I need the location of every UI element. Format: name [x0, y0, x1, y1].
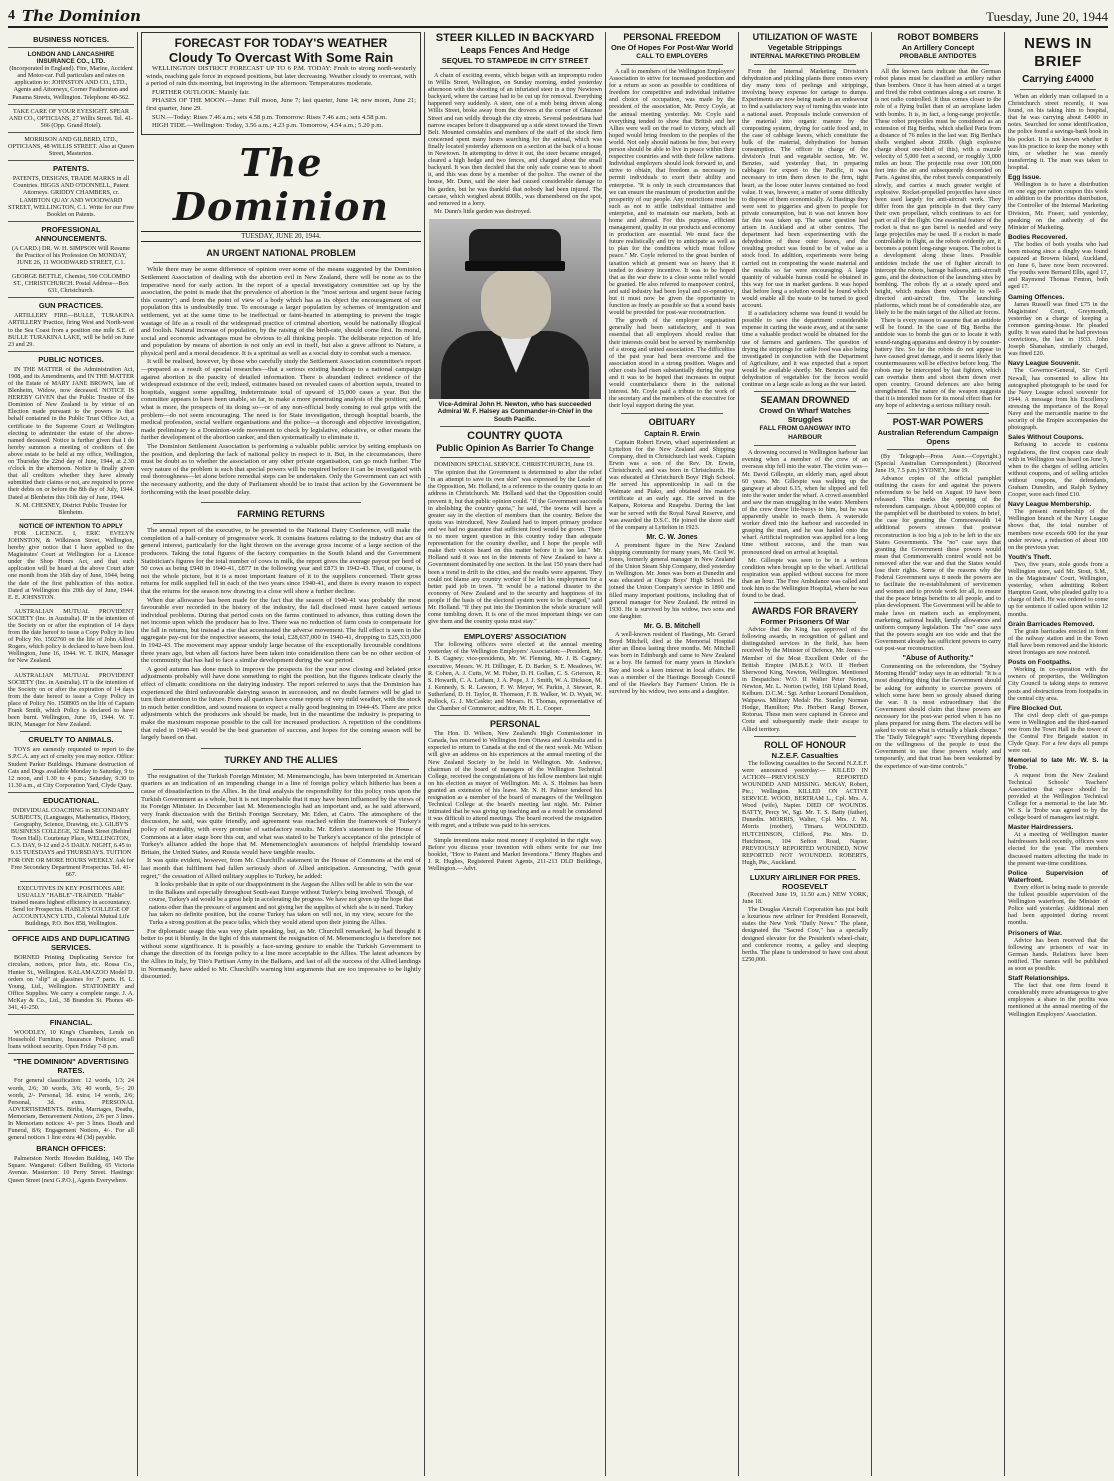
freedom-body-2: The growth of the employer organisation generally had been satisfactory, and it was essential that all employers should realise that their interests could best be served by membership of a strong and united association. The difficulties of the past year had been overcome and the association stood in a strong position. Wages and other costs had risen substantially during the year and it was to be hoped that increases in output would counterbalance them in the national interest. Mr. Coyle paid a tribute to the work of the secretary and the members of the executive for their loyal support during the year. [609, 317, 735, 410]
admiral-photo [429, 219, 601, 399]
brief-item-heading: Fire Blocked Out. [1008, 704, 1063, 712]
robot-body: All the known facts indicate that the German robot planes must be classified as artillery rather than bombers. Once it has been aimed at a target and fired the robot continues along a set course. It is not radio controlled. It thus comes closer to the role of a flying bullet than of an aeroplane laden with bombs. It is, in fact, a long-range projectile. These robot projectiles must be considered as an extension of Big Bertha, which shelled Paris from a distance of 76 miles in the last war. Big Bertha's shells weighed about 260lb. (high explosive charge about one-third of this), with a muzzle velocity of 5,000 feet a second, or roughly 3,000 miles an hour. The projectile rose over 100,000 feet into the air and subsequently descended on Paris. Against this, the robot travels comparatively slowly, and carries a much greater weight of explosive. Rocket-propelled projectiles have since been used largely for anti-aircraft work. They differ from the gun principle in that they carry their own propellant, which continues to act for part or all of the flight. One essential feature of the rocket is that no gun barrel is needed and very large projectiles may be used. If a rocket is made controllable in flight, as the robots evidently are, it becomes a potent long-range weapon. The robot is a development along these lines. Possible antidotes include the use of fighter aircraft to intercept the robots, barrage balloons, anti-aircraft guns, and the destruction of the launching sites by bombing. The robots fly at a steady speed and height, which makes them vulnerable to well-directed anti-aircraft fire. The launching platforms, which must be of considerable size, are likely to be the main target of the Allied air forces. [875, 68, 1001, 317]
brief-item-heading: Prisoners of War. [1008, 929, 1062, 937]
bettle-ad: GEORGE BETTLE, Chemist, 590 COLOMBO ST., CHRISTCHURCH. Postal Address—Box 631, Christchurch. [11, 273, 131, 295]
editorial-abortion-p3: The Dominion Settlement Association is performing a valuable public service by setting emphasis on the position, and deploring the lack of national policy in respect to it. But, in the circumstances, there must be doubt as to whether the association or any other private organisation, can go much further. The very nature of the problem is such that special powers will be required before it can be investigated with real thoroughness—let alone before remedial steps can be undertaken. Only the Government can act with the necessary authority, and the duty of Parliament should be to insist that action by the Government be forthcoming with the least possible delay. [141, 443, 421, 496]
roll-subhead: N.Z.E.F. Casualties [771, 750, 839, 760]
ad-insurance-body: (Incorporated in England). Fire, Marine, Accident and Motor-car. Full particulars and rates on application to: JOHNSTON AND CO., LTD., Agents and Attorneys, Corner Featherston and Panama Streets, Wellington. Telephone 40-562. [9, 65, 133, 101]
freedom-body: A call to members of the Wellington Employers' Association to strive for increased production and for a return as soon as possible to conditions of freedom for competitive and individual initiative and choice of occupation, was made by the president of the association, Mr. Percy Coyle, at the annual meeting yesterday. Mr. Coyle said everything tended to show that British and her Allies were well on the road to victory, which all hoped would bring freedom to the peoples of the world. Not only should nations be free, but every person should be able to live in peace within their respective countries and with their fellow nations. Individual employers should look forward to, and strive to obtain, that freedom as necessary to permit individuals to exert their ability and enterprise. "It is only in such circumstances that we can ensure the maximum of production and the prosperity of our people. Any restrictions must be such as not to stifle individual initiative and enterprise, and to maintain our markets, both at home and abroad. For this purpose, efficient management, quality in our products and economy in production are essential. We must face the future realistically and try to anticipate as well as to plan for the conditions which must follow peace." Mr. Coyle referred to the great burden of taxation which at present was so heavy that it tended to destroy incentive. It was to be hoped that as the war drew to a close some relief would be granted. He also referred to manpower control, and said industry had been loyal and co-operative, but it must now be given the opportunity to function as freely as possible so that a sound basis would be provided for post-war reconstruction. [609, 68, 735, 317]
editorial-turkey-title: TURKEY AND THE ALLIES [224, 754, 338, 765]
waste-deck: INTERNAL MARKETING PROBLEM [750, 53, 860, 60]
brief-item-body: The present membership of the Wellington branch of the Navy League shows that, the total number of members now exceeds 600 for the year under review, a reduction of about 100 on the previous year. [1008, 508, 1108, 551]
licence-notice-title: NOTICE OF INTENTION TO APPLY [19, 522, 123, 530]
news-in-brief-headline: NEWS IN BRIEF [1024, 35, 1092, 70]
robot-body-2: There is every reason to assume that an antidote will be found. In the case of Big Bertha the antidote was to bomb the gun or to locate it with sound-ranging apparatus and destroy it by counter-battery fire. So far the robots do not appear to have caused great damage, and it seems likely that countermeasures will be effective before long. The robots may be intercepted by fast fighters, which can overtake them and shoot them down over open country. Ground defences are also being strengthened. The nature of the weapon suggests that it is intended more for its moral effect than for any hope of achieving a serious military result. [875, 317, 1001, 410]
steer-body: A chain of exciting events, which began with an impromptu rodeo in Willis Street, Wellington, on Sunday morning, ended yesterday afternoon with the shooting of an infuriated steer in a tiny Newtown backyard, where the carcase had to be cut up for removal. Everything happened very suddenly. A steer, one of a mob being driven along Willis Street, broke away from the drovers at the corner of Ghuznee Street and ran wildly through the city streets. Several pedestrians had narrow escapes before it disappeared up a side street toward the Town Belt. Mounted constables and members of the staff of the stock firm concerned spent many hours searching for the animal, which was finally located yesterday afternoon on a section at the back of a house in Newtown. In attempting to drive it out, the steer became enraged, cleared a high hedge and two fences, and charged about the small backyard. It was then decided that the only safe course was to shoot it, and this was done by a member of the police. The owner of the house, Mr. Dunn, said the steer had caused considerable damage to his garden, but he was thankful that nobody had been injured. The carcase, which weighed about 800lb., was dismembered on the spot, and removed in a lorry. [428, 72, 602, 207]
waste-body: From the Internal Marketing Division's dehydration and pickling plants there comes every day many tons of peelings and strippings, involving heavy expense for cartage to dumps. Experiments are now being made in an endeavour to find a satisfactory way of turning this waste into a national asset. Proposals include conversion of the material into organic manure by the composting system, drying for cattle food and, in the case of cabbage leaves, which constitute the bulk of the material, dehydration for human consumption. The officer in charge of the division's fruit and vegetable section, Mr. W. Benzies, said yesterday that, in preparing cabbages for export to the Pacific, it was necessary to trim them down to the firm, tight heart, as the loose outer leaves contained no food value. It was, however, a matter of some difficulty to dispose of them economically. At Hastings they were sent to piggeries and given to people for private consumption, but it was not known how far this was taken up. The same question had arisen in Auckland and at other centres. The department had been experimenting with the dehydration of these outer leaves, and the resulting product was found to be of value as a stock food. In addition, experiments were being carried out in composting the waste material and the results so far were encouraging. A large quantity of valuable humus could be obtained in this way for use in market gardens. It was hoped that before long a solution would be found which would enable all the waste to be turned to good account. [742, 68, 868, 310]
running-paper-name: The Dominion [22, 7, 141, 25]
classified-column [8, 32, 134, 1476]
brief-item-body: The grain barricades erected in front of the railway station and in the Town Hall have been removed and the historic street frontages are now restored. [1008, 627, 1108, 657]
photo-caption: Vice-Admiral John H. Newton, who has succeeded Admiral W. F. Halsey as Commander-in-Chief in the South Pacific. [437, 400, 593, 423]
news-column-4 [609, 32, 735, 1476]
page-date: Tuesday, June 20, 1944 [986, 9, 1108, 24]
roll-headline: ROLL OF HONOUR [764, 739, 846, 750]
postwar-dateline: (By Telegraph—Press Assn.—Copyright.) (Special Australian Correspondent.) (Received June 19, 7.5 p.m.) SYDNEY, June 19. [875, 452, 1001, 474]
rates-heading: "THE DOMINION" ADVERTISING RATES. [13, 1057, 129, 1076]
financial-heading: FINANCIAL. [49, 1018, 93, 1028]
brief-item-body: Two, five years, stole goods from a Wellington store, said Mr. Stout, S.M., in the Magistrates' Court, Wellington, yesterday, when admitting Robert Hampton Grant, who pleaded guilty to a charge of theft. He was ordered to come up for sentence if called upon within 12 months. [1008, 560, 1108, 618]
seaman-deck: FALL FROM GANGWAY INTO HARBOUR [759, 425, 851, 442]
obituary-jones-name: Mr. C. W. Jones [646, 533, 698, 541]
brief-items [1008, 93, 1108, 1018]
steer-subhead: Leaps Fences And Hedge [460, 45, 570, 55]
newspaper-flag: The Dominion [173, 139, 389, 229]
page-header [8, 6, 1108, 28]
ad-insurance-title: LONDON AND LANCASHIRE INSURANCE CO., LTD. [27, 51, 115, 66]
country-quota-dateline: DOMINION SPECIAL SERVICE. CHRISTCHURCH, June 19. [434, 461, 594, 469]
brief-item-body: Wellington is to have a distribution on one egg per ration coupon this week in addition to the priorities distribution, the Controller of the Internal Marketing Division, Mr. Fraser, said yesterday, speaking on the authority of the Minister of Marketing. [1008, 181, 1108, 231]
country-quota-body: The opinion that the Government is determined to alter the relief "in an attempt to save its own skin" was expressed by the Leader of the Opposition, Mr. Holland, in a reference to the country quota to an address in Christchurch. Mr. Holland said that the Opposition could prevent it, but that public opinion could. "If the Government succeeds in abolishing the country quota," he said, "the towns will have a greater say in the election of members than the country. Before the quota was introduced, New Zealand had to import primary produce and we had no guarantee that sufficient food would be grown. There is no more urgent question in this country today than adequate representation for the country dweller, and I hope the people will make their voices heard on this matter before it is too late." Mr. Holland said it was not in the interests of New Zealand to have a Government dominated by one section. In the last 150 years there had been a trend in drift to the cities, and the results were apparent. They could not blame any country worker if he left his employment for a better paid job in town. "It would be a national disaster to the economy of New Zealand and to the security and happiness of its people if the basis of the electoral system were to be changed," said Mr. Holland. "If they put into the Dominion the whole structure will come tumbling down. It is one of the most important things we can give them and the country quota must stay." [428, 469, 602, 626]
news-column-6 [875, 32, 1001, 1476]
news-in-brief-column [1008, 32, 1108, 1476]
editorial-column [141, 32, 421, 1476]
obituary-erwin-body: Captain Robert Erwin, wharf superintendent at Lyttelton for the New Zealand and Shipping Company, died in Christchurch last week. Captain Erwin was a son of the Rev. Dr. Erwin, Christchurch, and was born in Christchurch. He was educated at Christchurch Boys' High School. He served his apprenticeship in sail in the Waimate and Piako, and obtained his master's certificate at an early age. He served in the Kaipara, Rotorua and Ruapehu. During the last war he served with the Royal Naval Reserve, and was awarded the D.S.C. He joined the shore staff of the company at Lyttelton in 1923. [609, 438, 735, 531]
seaman-subhead: Crowd On Wharf Watches Struggles [759, 406, 851, 425]
branch-offices-body: Palmerston North: Howden Building, 149 The Square. Wanganui: Gilbert Building, 65 Victoria Avenue. Masterton: 10 Perry Street. Hastings: Queen Street (next G.P.O.), Agents Everywhere. [8, 1155, 134, 1184]
rates-body: For general classification: 12 words, 1/3; 24 words, 2/6; 30 words, 3/6; 40 words, 5/-; 20 words, 2/- Personal, 3d. extra; 14 words, 2/6; Personal, 3d. extra. PERSONAL ADVERTISEMENTS. Births, Marriages, Deaths, Memoriam, Bereavement Notices, 2/6 per 3 lines. In Memoriam notices: 4/- per 3 lines. Death and Funeral, 8/6; Engagement Notices, 4/-. For all general notices 1 line extra 4d (3d) payable. [8, 1077, 134, 1142]
editorial-turkey-p1: The resignation of the Turkish Foreign Minister, M. Menemencioglu, has been interpreted in American quarters as an indication of an impending change in a line of foreign policy which hitherto has been a cause of dissatisfaction to the Allies. In the final analysis the responsibility for this policy rests upon the Turkish Government as a whole, but it is not improbable that it may have been influenced by the views of its Foreign Minister. In December last M. Menemencioglu had an important and, as he said afterward, very frank discussion with the British Foreign Secretary, Mr. Eden, at Cairo. The atmosphere of the discussion, he said, was quite friendly, and agreement was reached within the framework of Turkey's policy of neutrality, with every promise of satisfactory results. Mr. Eden's statement to the House of Commons at a later stage bore this out, and what was stated to be Turkey's acceptance of the principle of Turkey's alliance added the hope that M. Menemencioglu's assurances of helpful friendship toward Britain, the United States, and Russia would have tangible results. [141, 772, 421, 856]
weather-outlook: FURTHER OUTLOOK: Mainly fair. [152, 88, 250, 96]
brief-item-body: A request from the New Zealand Technical Schools' Teachers' Association that space should be provided at the Wellington Technical College for a memorial to the late Mr. W. S. la Trobe was agreed to by the college board of managers last night. [1008, 771, 1108, 822]
patent-advt: Simple inventions make most money if exploited in the right way. Before you discuss your invention with others write for our free booklet, "How to Patent and Market Inventions." Henry Hughes and J. R. Hughes, Registered Patent Agents, 211-213 DLD Buildings, Wellington.—Advt. [428, 836, 602, 872]
news-in-brief-subhead: Carrying £4000 [1022, 74, 1094, 85]
brief-item-heading: Egg Issue. [1008, 174, 1041, 182]
gun-practices-body: ARTILLERY FIRE—BULLE, TURAKINA ARTILLERY Practice, firing West and North-west to the Sea Coast from a position one mile S.E. of BULLE TURAKINA LAKE, will be held on June 23 and 29. [8, 312, 134, 348]
chesney-signature: N. M. CHESNEY, District Public Trustee for Blenheim. [15, 501, 127, 516]
obituary-mitchell-name: Mr. G. B. Mitchell [643, 622, 701, 630]
personal-headline: PERSONAL [489, 719, 540, 730]
roll-body: The following casualties to the Second N.Z.E.F. were announced yesterday:— KILLED IN ACTION—PREVIOUSLY REPORTED WOUNDED AND MISSING. McKAY, Robert, Pte.; Wellington. KILLED ON ACTIVE SERVICE. WOOD, BERTRAM L., Cpl. Mrs. A. Wood (wife), Napier. DIED OF WOUNDS. BATTY, Percy W., Sgt. Mr. T. S. Batty (father), Dunedin. MORRIS, Walter, Cpl. Mrs. J. M. Morris (mother), Timaru. WOUNDED. HUTCHINSON, Clifford, Pte. Mrs. D. Hutchinson, 104 Sefton Road, Napier. PREVIOUSLY REPORTED WOUNDED, NOW REPORTED NOT WOUNDED. ROBERTS, Hugh, Pte., Auckland. [742, 759, 868, 866]
editorial-farming-title: FARMING RETURNS [237, 509, 325, 520]
weather-box [141, 32, 421, 135]
bravery-headline: AWARDS FOR BRAVERY [751, 606, 859, 617]
freedom-subhead: One Of Hopes For Post-War World [610, 43, 734, 52]
brief-item-body: James Russell was fined £75 in the Magistrates' Court, Greymouth, yesterday on a charge of keeping a common gaming-house. He pleaded guilty. It was stated that he had previous convictions, the last in 1933. John Joseph Shanahan, similarly charged, was fined £20. [1008, 300, 1108, 358]
amp-notice-1: AUSTRALIAN MUTUAL PROVIDENT SOCIETY (Inc. in Australia). IF in the intention of the Society on or after the expiration of 14 days from the date hereof to issue a Copy Policy in lieu of Policy No. 1502760 on the life of John Alfred Rogers, which policy is declared to have been lost. Wellington, June 16, 1944. W. T. IKIN, Manager for New Zealand. [8, 607, 134, 665]
personal-body: The Hon. D. Wilson, New Zealand's High Commissioner in Canada, has returned to Wellington from Ottawa and Australia and is expected to return to Canada at the end of the next week. Mr. Wilson will give an address on his experiences at the annual meeting of the New Zealand Society to be held in Wellington. Mr. Andrews, chairman of the board of managers of the Wellington Technical College, received the congratulations of his fellow members last night on his election as mayor of Wellington. Mr. A. S. Holmes has been granted an extension of his leave. Mr. N. H. Palmer tendered his resignation as a member of the board of managers of the Wellington Technical College at the board's meeting last night. Mr. Palmer intimated that he was giving up teaching and as a result he considered it was difficult to attend meetings. The board received the resignation with regret, and a tribute was paid to his services. [428, 730, 602, 830]
brief-item-heading: Youth's Theft. [1008, 553, 1052, 561]
brief-item-body: Refusing to accede to customs regulations, the first coupon case dealt with in Wellington was heard on June 9, when to the charges of selling articles without coupons, and of selling articles without coupons, the defendants, Graham Dunedin, and Ralph Sydney Cooper, were each fined £10. [1008, 441, 1108, 499]
brief-item-heading: Memorial to late Mr. W. S. la Trobe. [1008, 757, 1108, 772]
postwar-headline: POST-WAR POWERS [892, 416, 984, 427]
editorial-turkey-p4: For diplomatic usage this was very plain speaking, but, as Mr. Churchill remarked, he had thought it better to put it bluntly. In the light of this statement the resignation of M. Menemencioglu is therefore not without some significance. It is possibly a face-saving gesture to enable the Turkish Government to change the direction of its foreign policy to a line more acceptable to the Allies. The latest advances by the Allies in Italy, by Tito's Partisan Army in the Balkans, and last of all the success of the Allied landings in Normandy, have added to Mr. Churchill's warning hint arguments that are too impressive to be lightly discounted. [141, 927, 421, 981]
weather-subtitle: Cloudy To Overcast With Some Rain [168, 50, 394, 65]
robot-headline: ROBOT BOMBERS [897, 32, 979, 42]
licence-notice-body: FOR LICENCE. I, ERIC EVELYN JOHNSTON, & Wilkinson Street, Wellington, hereby give notice that I have applied to the Magistrates' Court at Wellington for a Licence under the Shop Hours Act, and that such application will be heard at the above Court after one month from the 16th day of June, 1944, being the date of the first publication of this notice. Dated at Wellington this 20th day of June, 1944. E. E. JOHNSTON. [8, 529, 134, 601]
obituary-erwin-name: Captain R. Erwin [644, 430, 700, 438]
public-notice-estate: IN THE MATTER of the Administration Act, 1908, and its Amendments, and IN THE MATTER of the Estate of MARY JANE BROWN, late of Blenheim, Widow, now deceased. NOTICE IS HEREBY GIVEN that the Public Trustee of the Dominion of New Zealand is by virtue of an Election made pursuant to the powers in that behalf contained in the Public Trust Office Act, a certificate to the Supreme Court at Wellington electing to administer the estate of the above-named deceased. Notice is further given that I do hereby summon a meeting of creditors of the above estate to be held at my office, Wellington, on Thursday the 22nd day of June, 1944, at 2.30 o'clock in the afternoon. Notice is finally given that all creditors whether they have already submitted their claims or not, are required to prove their debts on or before the 8th day of July, 1944. Dated at Blenheim this 16th day of June, 1944. [8, 365, 134, 501]
public-notices-heading: PUBLIC NOTICES. [38, 354, 104, 364]
brief-item-body: Working in co-operation with the owners of properties, the Wellington City Council is taking steps to remove posts and obstructions from footpaths in the central city area. [1008, 666, 1108, 702]
steer-headline: STEER KILLED IN BACKYARD [435, 32, 595, 44]
brief-item-heading: Posts on Footpaths. [1008, 659, 1072, 667]
brief-item-heading: Staff Relationships. [1008, 975, 1070, 983]
editorial-farming-p2: When due allowance has been made for the fact that the season of 1940-41 was probably the most favourable ever recorded in the history of the industry, the fall disclosed must have caused serious individual problems. During that period costs on the farms continued to advance, thus cutting down the net income upon which the producer has to live. There was no reduction of farm costs to compensate for the fall in returns, but instead a rise that accentuated the adverse movement. The full effect is seen in the aggregate pay-out for the respective seasons, the total, £28,637,000 in 1940-41, dropping to £25,333,000 in 1942-43. The movement may appear unduly large because of the exceptionally favourable conditions three years ago, but when all factors have been taken into consideration there can be no other section of the community that has had to face a similar development during the war period. [141, 596, 421, 665]
cruelty-body: TOYS are earnestly requested to report to the S.P.C.A. any act of cruelty you may notice. Office: Student Parker Buildings. Humane destruction of Cats and Dogs available Monday to Saturday, 9 to 12 noon, and 1.30 to 4 p.m.; Saturday, 9.30 to 11.30 a.m., at City Corporation Yard, Clyde Quay. [8, 746, 134, 789]
airliner-headline: LUXURY AIRLINER FOR PRES. ROOSEVELT [749, 873, 861, 891]
bravery-body: Advice that the King has approved of the following awards, in recognition of gallant and distinguished services in the field, has been received by the Minister of Defence, Mr. Jones:— Member of the Most Excellent Order of the British Empire (M.B.E.): W.O. II Herbert Sherwood King, Newton, Wellington. Mentioned in Despatches: W.O. II Walter Peter Norton, Newton, Mr. L. Norton (wife), 168 Upland Road, Kelburn. D.C.M.: Sgt. Arthur Leonard Donaldson, Waipawa. Military Medal: Pte. Stanley Norman Hodge, Hamilton; Pte. Herbert Rangi Brown, Rotorua. These men were captured in Greece and Crete and subsequently made their escape to Allied territory. [742, 626, 868, 733]
seaman-headline: SEAMAN DROWNED [760, 395, 850, 406]
postwar-abuse-subhead: "Abuse of Authority." [902, 655, 974, 663]
educational-body: INDIVIDUAL COACHING in SECONDARY SUBJECTS, (Languages, Mathematics, History, Geography, Science, Drawing, etc.). GILBY'S BUSINESS COLLEGE, 32 Bank Street (Behind Town Hall). Courtenay Place, WELLINGTON, C.3. DAY, 9-12 and 2-5 DAILY. NIGHT, 6.45 to 9.15 TUESDAYS and THURSDAYS. TUITION FOR ONE OR MORE HOURS WEEKLY. Ask for Free Secondary Department Prospectus. Tel. 41-667. [8, 806, 134, 878]
bravery-subhead: Former Prisoners Of War [760, 617, 850, 627]
brief-item-body: The Governor-General, Sir Cyril Newall, has consented to allow his autographed photograph to be used for the Navy League school souvenir for 1944. A message from his Excellency stressing the importance of the Royal Navy and the mercantile marine to the security of the Empire accompanies the photograph. [1008, 367, 1108, 432]
country-quota-headline: COUNTRY QUOTA [467, 430, 563, 443]
waste-subhead: Vegetable Strippings [767, 43, 843, 52]
brief-item-body: Advice has been received that the following are prisoners of war in German hands. Relatives have been notified. The names will be published as soon as possible. [1008, 936, 1108, 972]
brief-item-heading: Gaming Offences. [1008, 293, 1065, 301]
branch-offices-heading: BRANCH OFFICES: [36, 1144, 106, 1154]
brief-item-heading: Police Supervision of Waterfront. [1008, 869, 1108, 884]
obituary-mitchell-body: A well-known resident of Hastings, Mr. Gerard Boyd Mitchell, died at the Memorial Hospital after an illness lasting three months. Mr. Mitchell was born in Edinburgh and came to New Zealand as a boy. He farmed for many years in Hawke's Bay and took a keen interest in local affairs. He was a member of the Hastings Borough Council and of the Hawke's Bay Farmers' Union. He is survived by his widow, two sons and a daughter. [609, 631, 735, 695]
airliner-dateline: (Received June 19, 11.50 a.m.) NEW YORK, June 18. [742, 891, 868, 906]
financial-body: WOODLEY, 10 King's Chambers, Lends on Household Furniture, Insurance Policies; small loans without security. Open Friday 7-8 p.m. [8, 1029, 134, 1051]
news-column-3 [428, 32, 602, 1476]
editorial-turkey-quote: It looks probable that in spite of our disappointment in the Aegean the Allies will be able to win the war in the Balkans and especially throughout South-east Europe without Turkey's being involved. Though, of course, Turkey's aid would be a great help in accelerating the progress. We have not given up the hope that nations other than the pressure of argument and not giving her the supplies of which she is in need. Turkey has taken no definite position, but the course Turkey has taken on will not, in my view, secure for the Turks a strong position at the peace talks, which they would attend upon their joining the Allies. [149, 881, 413, 927]
brief-item-body: At a meeting of Wellington master hairdressers held recently, officers were elected for the year. The members discussed matters affecting the trade in the present war-time conditions. [1008, 831, 1108, 867]
freedom-headline: PERSONAL FREEDOM [623, 32, 721, 42]
news-column-5 [742, 32, 868, 1476]
editorial-abortion-p1: While there may be some difference of opinion over some of the means suggested by the Dominion Settlement Association of dealing with the abortion evil in New Zealand, there will be none as to the imperative need for early action. In the report of a special investigatory committee set up by the association, the point is made that the prevalence of abortion is the "most serious and urgent issue facing this country"; and from the point of view of a body which has as its object the encouragement of our population this is undoubtedly true. To encourage a larger population by schemes of immigration and settlement, yet at the same time to be ineffectual or faint-hearted in attempting to prevent the tragic wastage of life as a result of the widespread practice of criminal abortion, would be nationally illogical and foolish. Natural increase of population, by the raising of the birth-rate, should come first. Its moral, social and economic advantages must be obvious to all thinking people. The deliberate rejection of life and population by means of abortion is not only an evil in itself, but also a grave affront to Nature, a physical peril and a moral decadence. It is a spiritual as well as a social duty to combat such a menace. [141, 266, 421, 357]
postwar-subhead: Australian Referendum Campaign Opens [877, 427, 999, 446]
brief-item-heading: Sales Without Coupons. [1008, 434, 1084, 442]
airliner-body: The Douglas Aircraft Corporation has just built a luxurious new airliner for President Roosevelt, states the New York "Daily News." The plane, designated the "Sacred Cow," has a specially designed elevator for the President's wheel-chair, and conference rooms, a galley and sleeping berths. The plane is understood to have cost about £250,000. [742, 906, 868, 963]
obituary-headline: OBITUARY [648, 416, 696, 427]
editorial-farming-p3: A good autumn has done much to improve the prospects for the year now closing and belated price adjustments probably will have done something to right the position, but the figures indicate clearly the effect of climatic conditions on the dairying industry. The report referred to says that the Dominion has experienced the third unfavourable dairying season in succession, and no doubt farmers will be glad to turn their attention to the future. From all quarters have come reports of very mild weather, with the stock in much better condition, and sound reasons to expect a really good beginning in 1944-45. There are price adjustments which the producers ask should be made, but in the meantime the industry is preparing to make the maximum response possible to the call for increased production. A repetition of the conditions that ruled in 1940-41 would be the best guarantee of success, and hopes for the coming season will be largely based on that. [141, 665, 421, 742]
editorial-farming-p1: The annual report of the executive, to be presented to the National Dairy Conference, will make the completion of a half-century of progressive work. It contains features relating to the industry that are of general interest, particularly for the light thrown on the average gross income of a large section of the producers. Taking the total figures of the factory companies in the South Island and the Government Statistician's figures for the total number of cows in milk, the report gives the average payout per herd of 50 cows as being £948 in 1940-41, £877 in the following year and £873 in 1942-43. That, of course, is not the whole picture, but it is a most important feature of it to the suppliers concerned. Their gross returns for milk supplied fell in each of the two years since 1940-41, and there is every reason to expect that the returns for the season now drawing to a close will show a further decline. [141, 527, 421, 595]
gun-practices-heading: GUN PRACTICES. [38, 301, 104, 311]
brief-item-heading: Master Hairdressers. [1008, 824, 1074, 832]
office-aids-heading: OFFICE AIDS AND DUPLICATING SERVICES. [11, 934, 131, 953]
weather-moon: PHASES OF THE MOON.—June: Full moon, June 7; last quarter, June 14; new moon, June 21; first quarter, June 29. [146, 97, 416, 112]
page-number: 4 [8, 8, 15, 23]
weather-sun: SUN.—Today: Rises 7.46 a.m.; sets 4.58 p.m. Tomorrow: Rises 7.46 a.m.; sets 4.58 p.m. [152, 113, 387, 121]
country-quota-subhead: Public Opinion As Barrier To Change [436, 443, 594, 454]
seaman-body: A drowning occurred in Wellington harbour last evening when a member of the crew of an overseas ship fell into the water. The victim was—Mr. David Gillespie, an elderly man, aged about 60 years. Mr. Gillespie was walking up the gangway at about 6.15, when he slipped and fell into the water under the wharf. A crowd assembled and saw the man struggling in the water. Members of the crew threw life-buoys to him, but he was apparently unable to reach them. A waterside worker dived into the harbour and succeeded in grasping the man, and he was hauled onto the wharf. Artificial respiration was applied for a long time without success, and the man was pronounced dead on arrival at hospital. [742, 449, 868, 556]
flag-date: TUESDAY, JUNE 20, 1944. [141, 231, 421, 243]
ad-morrison: MORRISON AND GILBERD, LTD., OPTICIANS, 48 WILLIS STREET. Also at Queen Street, Masterton. [8, 135, 134, 158]
business-notices-heading: BUSINESS NOTICES. [33, 35, 109, 44]
obituary-jones-body: A prominent figure in the New Zealand shipping community for many years, Mr. Cecil W. Jones, formerly general manager in New Zealand of the Union Steam Ship Company, died yesterday in Wellington. Mr. Jones was born at Dunedin and was educated at Otago Boys' High School. He joined the Union Company's service in 1890 and filled many important positions, including that of general manager for New Zealand. He retired in 1930. He is survived by his widow, two sons and one daughter. [609, 541, 735, 620]
office-aids-body: BORNED Printing Duplicating Service for circulars, notices, price lists, etc. Rossa Co., Hunter St., Wellington. KALAMAZOO Model D. orders on "slip" at glassines for 7 parts. H. L. Young, Ltd., Wellington. STATIONERY and Office Supplies. We carry a complete range. J. A. McKay & Co., Ltd., 38 Brandon St. Phones 40-341, 41-250. [8, 954, 134, 1012]
professional-heading: PROFESSIONAL ANNOUNCEMENTS. [35, 224, 107, 243]
patents-body: PATENTS, DESIGNS, TRADE MARKS in all Countries. HIGGS AND O'DONNELL, Patent Attorneys. GRIDDY CHAMBERS, cr. LAMBTON QUAY AND WOODWARD STREET, WELLINGTON, C.1. Write for our Free Booklet on Patents. [8, 175, 134, 218]
employers-headline: EMPLOYERS' ASSOCIATION [463, 632, 567, 642]
brief-item-body: The fact that one firm found it considerably more advantageous to give employees a share in the profits was mentioned at the annual meeting of the Wellington Employers' Association. [1008, 982, 1108, 1018]
brief-item-heading: Navy League Membership. [1008, 501, 1092, 509]
weather-tide: HIGH TIDE.—Wellington: Today, 3.56 a.m.; 4.23 p.m. Tomorrow, 4.54 a.m.; 5.20 p.m. [152, 122, 384, 130]
newspaper-page [8, 6, 1108, 1476]
editorial-turkey-p2: It was quite evident, however, from Mr. Churchill's statement in the House of Commons at the end of last month that fulfilment had fallen seriously short of Allied anticipation. Announcing, "with great regret," the cessation of Allied military supplies to Turkey, he added: [141, 857, 421, 880]
brief-item-heading: Bodies Recovered. [1008, 233, 1068, 241]
brief-item-heading: Navy League Souvenir. [1008, 360, 1081, 368]
amp-notice-2: AUSTRALIAN MUTUAL PROVIDENT SOCIETY (Inc. in Australia). IT is the intention of the Society on or after the expiration of 14 days from the date hereof to issue a Copy Policy in place of Policy No. 1508905 on the life of Captain Frank Smith, which Policy is declared to have been burnt. Wellington, June 19, 1944. W. T. IKIN, Manager for New Zealand. [8, 671, 134, 729]
editorial-abortion-p2: It will be realised, however, by those who carefully study the Settlement Association committee's report—prepared as a result of special researches—that a serious existing handicap to a national campaign against abortion is the paucity of detailed information. There is abundant indirect evidence of the widespread existence of the evil; indeed, estimates based on revealed cases of abortion sepsis, treated in hospitals, suggest some appalling, indeterminate total of upward of 15,000 cases a year. But the committee appears to have been unable, so far, to make a more penetrating analysis of the position; and, what is more, the prospects of its doing so—or of any non-official body coming to real grips with the problem—do not seem encouraging. The need is for State investigation, through hospital boards, the medical profession, social welfare organisations and the police—a thorough and objective investigation, made preliminary to a Dominion-wide movement to check by legislative, educative, or other means the further development of the abortion canker, and then systematically to eliminate it. [141, 358, 421, 442]
brief-item-heading: Grain Barricades Removed. [1008, 620, 1095, 628]
freedom-deck: CALL TO EMPLOYERS [636, 53, 708, 60]
robot-deck: PROBABLE ANTIDOTES [899, 53, 977, 60]
brief-item-body: When an elderly man collapsed in a Christchurch street recently, it was found, on his taking him to hospital, that he was carrying about £4000 in notes. Searched for some identification, the police found a savings-bank book in his pocket. It is not known whether it was his practice to keep the money with him, or whether he was merely transferring it. The man was taken to hospital. [1008, 93, 1108, 171]
robot-subhead: An Artillery Concept [901, 43, 975, 52]
educational-heading: EDUCATIONAL. [42, 795, 100, 805]
steer-deck: SEQUEL TO STAMPEDE IN CITY STREET [441, 56, 589, 65]
hable-ad: EXECUTIVES IN KEY POSITIONS ARE USUALLY "HABLE"-TRAINED. "Hable" trained means highest efficiency in accountancy. Send for Prospectus. HABLE'S COLLEGE OF ACCOUNTANCY LTD., Colonial Mutual Life Buildings, P.O. Box 858, Wellington. [10, 884, 132, 928]
weather-forecast: WELLINGTON DISTRICT FORECAST UP TO 6 P.M. TODAY: Fresh to strong north-westerly winds, reaching gale force in exposed positions, but later decreasing. Weather cloudy to overcast, with a period of rain this morning, but improving in the afternoon. Temperatures moderate. [146, 65, 416, 88]
ad-spear: TAKE CARE OF YOUR EYESIGHT. SPEAR AND CO., OPTICIANS, 27 Willis Street. Tel. 41-566 (Opp. Grand Hotel). [8, 107, 134, 129]
waste-headline: UTILIZATION OF WASTE [752, 32, 858, 42]
steer-tail: Mr. Dunn's little garden was destroyed. [434, 207, 532, 215]
patents-heading: PATENTS. [53, 164, 89, 174]
brief-item-body: The bodies of both youths who had been missing since a dinghy was found capsized at Browns Island, Auckland, on June 6, have now been recovered. The youths were Bernard Ellis, aged 17, and Raymond Thomas Fenton, both aged 17. [1008, 240, 1108, 291]
postwar-body: Advance copies of the official pamphlet outlining the cases for and against the powers referendum to be held on August 19 have been released. This marks the opening of the referendum campaign. About 4,000,000 copies of the pamphlet will be distributed to voters. In brief, the case for granting the Commonwealth 14 additional powers stresses that postwar reconstruction is too big a job to be left to the six States Governments. The "no" case says that granting the Government these powers would mean that Commonwealth control would not be removed after the war and that the States would lose their rights. Some of the reasons why the Federal Government says it needs the powers are to facilitate the re-establishment of servicemen and women and to provide work for all, to ensure that the peace brings benefits to all people, and to plan development. The Government will be able to make laws on matters such as employment, marketing, national health, family allowances and uniform company legislation. The "no" case says that the powers sought are too wide and that the Government already has sufficient powers to carry out post-war reconstruction. [875, 474, 1001, 653]
weather-title: FORECAST FOR TODAY'S WEATHER [174, 36, 388, 50]
professional-body: (A CARD.) DR. W. H. SIMPSON Will Resume the Practice of his Profession On MONDAY, JUNE 26, 11 WOODWARD STREET, C.1. [11, 244, 131, 266]
waste-body-2: If a satisfactory scheme was found it would be possible to save the department considerable expense in carting the waste away, and at the same time a valuable product would be obtained for the use of farmers and gardeners. The question of drying the strippings for cattle food was also being investigated in conjunction with the Department of Agriculture, and it was expected that a report would be available shortly. Mr. Benzies said the dehydration of vegetables for the forces would continue on a large scale as long as the war lasted. [742, 310, 868, 389]
employers-body: The following officers were elected at the annual meeting yesterday of the Wellington Employers' Association:—President, Mr. J. B. Cagney; vice-presidents, Mr. W. Fleming, Mr. J. B. Cagney; executive, Messrs. W. H. Dillinger, E. D. Barker, S. E. Meadows, W. R. Cohen, A. J. Cutts, W. M. Fisher, D. H. Gollan, C. S. Grierson, R. S. Howarth, C. A. Letham, J. A. Pope, J. J. Smith, W. A. Dickson, M. J. Kennedy, S. R. Lawson, F. W. Meyer, W. Parkin, J. Stewart, R. Sutherland, D. H. Taylor, R. Thomson, F. B. Walker, W. D. Wyatt, W. Pollock, G. J. McCaskie; and Messrs. H. Thomas, representative of the Chamber of Commerce; auditor, Mr. H. L. Cooper. [428, 641, 602, 713]
postwar-abuse-body: Commenting on the referendum, the "Sydney Morning Herald" today says in an editorial: "It is a most disturbing thing that the Government should be asking for authority to exercise powers of which some have been so grossly abused during the war. It is most extraordinary that the Government should claim that these powers are necessary for the post-war period when it has no plans prepared for using them. The electors will be asked to vote on what is virtually a blank cheque." The "Daily Telegraph" says: "Everything depends on the willingness of the people to trust the Government to use these powers wisely and temporarily, and that trust has been weakened by the experience of war-time controls." [875, 663, 1001, 770]
brief-item-body: Every effort is being made to provide the fullest possible supervision of the Wellington waterfront, the Minister of Police said yesterday. Additional men had been appointed during recent months. [1008, 883, 1108, 927]
editorial-abortion-title: AN URGENT NATIONAL PROBLEM [206, 248, 356, 259]
seaman-body-2: Mr. Gillespie was seen to be in a serious condition when brought up to the wharf. Artificial respiration was applied without success for more than an hour. The Free Ambulance was called and took him to the Wellington Hospital, where he was found to be dead. [742, 556, 868, 600]
cruelty-heading: CRUELTY TO ANIMALS. [28, 735, 114, 745]
brief-item-body: The civil deep cleft of gas-pumps were in Wellington and the third-named one from the Town Hall in the tower of the Central Fire Brigade station in Clyde Quay. For a few days all pumps were out. [1008, 711, 1108, 755]
